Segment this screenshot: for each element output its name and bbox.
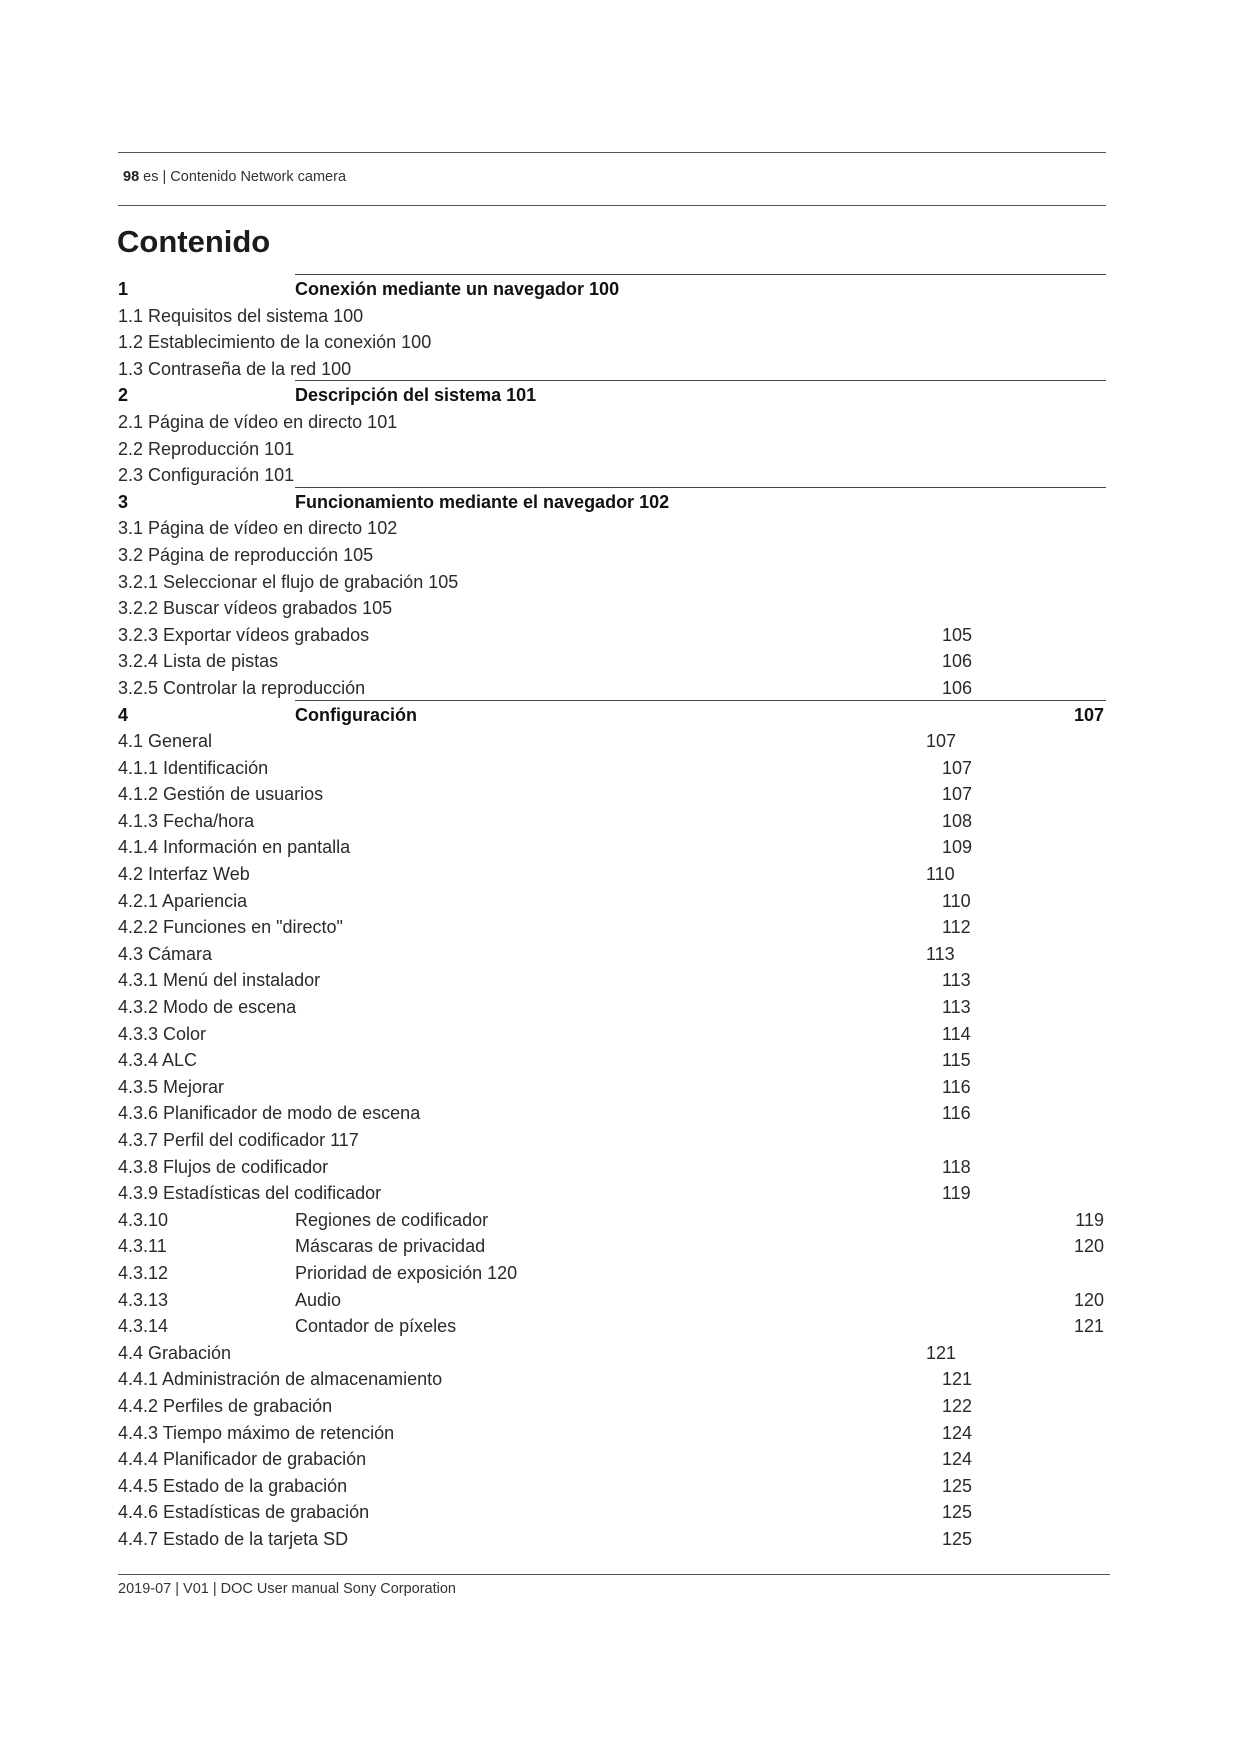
toc-entry-text: 4.4.7 Estado de la tarjeta SD	[118, 1528, 349, 1549]
toc-entry-text: 3.2.4 Lista de pistas	[118, 651, 279, 672]
toc-page-number: 125	[942, 1502, 973, 1523]
chapter-number: 3	[118, 491, 129, 512]
table-of-contents	[118, 276, 1106, 1553]
toc-entry-text: 4.2.1 Apariencia	[118, 890, 248, 911]
toc-chapter-1[interactable]	[118, 276, 1106, 303]
toc-entry-text: 4.3.6 Planificador de modo de escena	[118, 1103, 421, 1124]
toc-entry-3-2-2[interactable]	[118, 595, 1106, 622]
toc-page-number: 106	[942, 651, 973, 672]
toc-entry-number: 4.3.11	[118, 1236, 167, 1257]
chapter-number: 4	[118, 704, 129, 725]
chapter-title: Conexión mediante un navegador 100	[295, 279, 620, 299]
toc-page-number: 119	[942, 1183, 971, 1204]
toc-entry-2-3[interactable]	[118, 462, 1106, 489]
toc-entry-title: Audio	[295, 1289, 342, 1310]
toc-page-number: 106	[942, 677, 973, 698]
chapter-number: 2	[118, 385, 129, 406]
running-header	[123, 169, 346, 185]
toc-entry-text: 3.1 Página de vídeo en directo 102	[118, 518, 398, 539]
toc-entry-3-2-1[interactable]	[118, 569, 1106, 596]
toc-page-number: 105	[942, 624, 973, 645]
toc-page-number: 122	[942, 1395, 973, 1416]
chapter-title: Descripción del sistema 101	[295, 385, 537, 406]
toc-entry-title: Regiones de codificador	[295, 1209, 489, 1230]
toc-entry-text: 4.1.2 Gestión de usuarios	[118, 784, 324, 805]
toc-entry-text: 2.1 Página de vídeo en directo 101	[118, 411, 398, 432]
toc-entry-text: 4.3.9 Estadísticas del codificador	[118, 1183, 382, 1204]
toc-entry-4-4-5[interactable]	[118, 1473, 1106, 1500]
toc-entry-text: 4.3 Cámara	[118, 943, 213, 964]
toc-entry-number: 4.3.14	[118, 1316, 169, 1337]
toc-page-number: 107	[926, 731, 957, 752]
toc-entry-number: 4.3.12	[118, 1262, 169, 1283]
toc-entry-4-4-3[interactable]	[118, 1420, 1106, 1447]
toc-entry-text: 4.1 General	[118, 731, 213, 752]
toc-entry-4-1-2[interactable]	[118, 781, 1106, 808]
toc-entry-4-1[interactable]	[118, 728, 1106, 755]
toc-entry-text: 3.2.1 Seleccionar el flujo de grabación 105	[118, 571, 459, 592]
header-text: es | Contenido Network camera	[143, 169, 347, 185]
toc-entry-text: 2.2 Reproducción 101	[118, 438, 295, 459]
toc-entry-3-2[interactable]	[118, 542, 1106, 569]
toc-entry-text: 4.3.2 Modo de escena	[118, 997, 297, 1018]
toc-entry-4-4-2[interactable]	[118, 1393, 1106, 1420]
toc-page-number: 118	[942, 1156, 971, 1177]
toc-entry-number: 4.3.13	[118, 1289, 169, 1310]
chapter-number: 1	[118, 279, 129, 299]
toc-entry-4-3-14[interactable]	[118, 1313, 1106, 1340]
toc-entry-4-3-8[interactable]	[118, 1154, 1106, 1181]
toc-entry-text: 3.2 Página de reproducción 105	[118, 544, 374, 565]
toc-entry-4-4-1[interactable]	[118, 1366, 1106, 1393]
toc-entry-1-3[interactable]	[118, 356, 1106, 383]
toc-page-number: 114	[942, 1023, 971, 1044]
toc-entry-3-1[interactable]	[118, 515, 1106, 542]
toc-entry-1-1[interactable]	[118, 303, 1106, 330]
toc-entry-text: 4.4.2 Perfiles de grabación	[118, 1395, 333, 1416]
toc-chapter-3[interactable]	[118, 489, 1106, 516]
toc-entry-4-2-1[interactable]	[118, 888, 1106, 915]
toc-entry-2-1[interactable]	[118, 409, 1106, 436]
toc-page-number: 125	[942, 1475, 973, 1496]
header-top-rule	[118, 152, 1106, 153]
toc-entry-3-2-4[interactable]	[118, 648, 1106, 675]
toc-entry-text: 4.4 Grabación	[118, 1342, 232, 1363]
toc-page-number: 120	[1073, 1236, 1104, 1257]
chapter-page-number: 107	[1073, 704, 1104, 725]
toc-chapter-4[interactable]	[118, 702, 1106, 729]
toc-entry-text: 4.4.3 Tiempo máximo de retención	[118, 1422, 395, 1443]
toc-page-number: 110	[942, 890, 971, 911]
toc-chapter-2[interactable]	[118, 382, 1106, 409]
toc-entry-4-3-13[interactable]	[118, 1287, 1106, 1314]
toc-entry-4-3-1[interactable]	[118, 967, 1106, 994]
toc-entry-text: 4.4.1 Administración de almacenamiento	[118, 1369, 443, 1390]
toc-entry-4-4[interactable]	[118, 1340, 1106, 1367]
toc-page-number: 113	[942, 970, 971, 991]
toc-entry-text: 4.1.4 Información en pantalla	[118, 837, 351, 858]
toc-page-number: 119	[1075, 1209, 1104, 1230]
toc-entry-1-2[interactable]	[118, 329, 1106, 356]
toc-page-number: 121	[926, 1342, 957, 1363]
toc-entry-text: 1.3 Contraseña de la red 100	[118, 358, 352, 379]
toc-entry-text: 4.2.2 Funciones en "directo"	[118, 917, 343, 938]
toc-entry-text: 4.3.5 Mejorar	[118, 1076, 225, 1097]
toc-entry-text: 4.3.3 Color	[118, 1023, 207, 1044]
toc-entry-3-2-3[interactable]	[118, 622, 1106, 649]
toc-page-number: 110	[926, 864, 955, 885]
toc-entry-title: Máscaras de privacidad	[295, 1236, 486, 1257]
toc-entry-4-2[interactable]	[118, 861, 1106, 888]
chapter-title: Funcionamiento mediante el navegador 102	[295, 491, 670, 512]
chapter-title: Configuración	[295, 704, 417, 725]
toc-page-number: 107	[942, 757, 973, 778]
toc-entry-4-1-4[interactable]	[118, 834, 1106, 861]
toc-page-number: 113	[926, 943, 955, 964]
toc-page-number: 121	[942, 1369, 973, 1390]
toc-entry-text: 1.1 Requisitos del sistema 100	[118, 305, 364, 326]
toc-page-number: 120	[1073, 1289, 1104, 1310]
toc-entry-4-3-4[interactable]	[118, 1047, 1106, 1074]
page-number: 98	[123, 169, 140, 185]
toc-entry-4-4-4[interactable]	[118, 1446, 1106, 1473]
toc-entry-3-2-5[interactable]	[118, 675, 1106, 702]
toc-entry-4-3-5[interactable]	[118, 1074, 1106, 1101]
toc-page-number: 112	[942, 917, 971, 938]
toc-entry-4-3-9[interactable]	[118, 1180, 1106, 1207]
toc-page-number: 124	[942, 1449, 973, 1470]
toc-page-number: 107	[942, 784, 973, 805]
toc-entry-text: 4.3.7 Perfil del codificador 117	[118, 1130, 359, 1150]
toc-entry-title: Prioridad de exposición 120	[295, 1262, 518, 1283]
toc-entry-text: 1.2 Establecimiento de la conexión 100	[118, 332, 432, 353]
toc-entry-text: 4.1.1 Identificación	[118, 757, 269, 778]
toc-page-number: 109	[942, 837, 973, 858]
toc-page-number: 113	[942, 997, 971, 1018]
toc-entry-text: 4.4.6 Estadísticas de grabación	[118, 1502, 370, 1523]
toc-entry-text: 2.3 Configuración 101	[118, 465, 295, 486]
toc-entry-4-3[interactable]	[118, 941, 1106, 968]
toc-page-number: 116	[942, 1103, 971, 1124]
toc-entry-title: Contador de píxeles	[295, 1316, 457, 1337]
toc-entry-4-3-3[interactable]	[118, 1021, 1106, 1048]
toc-entry-text: 3.2.3 Exportar vídeos grabados	[118, 624, 370, 645]
toc-page-number: 116	[942, 1076, 971, 1097]
toc-entry-text: 3.2.2 Buscar vídeos grabados 105	[118, 598, 393, 619]
toc-entry-text: 4.2 Interfaz Web	[118, 864, 250, 885]
toc-entry-text: 4.3.8 Flujos de codificador	[118, 1156, 329, 1177]
toc-entry-4-3-10[interactable]	[118, 1207, 1106, 1234]
toc-entry-text: 4.3.1 Menú del instalador	[118, 970, 321, 991]
toc-page-number: 115	[942, 1050, 971, 1071]
toc-entry-4-4-7[interactable]	[118, 1526, 1106, 1553]
toc-entry-text: 4.4.4 Planificador de grabación	[118, 1449, 367, 1470]
toc-entry-4-2-2[interactable]	[118, 914, 1106, 941]
toc-page-number: 121	[1073, 1316, 1104, 1337]
toc-page-number: 124	[942, 1422, 973, 1443]
footer-rule	[118, 1574, 1110, 1575]
toc-entry-4-3-7[interactable]	[118, 1127, 1106, 1154]
toc-entry-text: 3.2.5 Controlar la reproducción	[118, 677, 366, 698]
toc-entry-4-4-6[interactable]	[118, 1499, 1106, 1526]
toc-entry-4-3-2[interactable]	[118, 994, 1106, 1021]
toc-entry-4-3-6[interactable]	[118, 1100, 1106, 1127]
toc-page-number: 108	[942, 810, 973, 831]
toc-page-number: 125	[942, 1528, 973, 1549]
toc-entry-text: 4.1.3 Fecha/hora	[118, 810, 255, 831]
toc-entry-number: 4.3.10	[118, 1209, 169, 1230]
toc-entry-2-2[interactable]	[118, 436, 1106, 463]
toc-entry-4-1-1[interactable]	[118, 755, 1106, 782]
toc-entry-text: 4.3.4 ALC	[118, 1050, 198, 1071]
header-bottom-rule	[118, 205, 1106, 206]
toc-entry-4-1-3[interactable]	[118, 808, 1106, 835]
page-title: Contenido	[117, 224, 271, 259]
footer-text: 2019-07 | V01 | DOC User manual Sony Corporation	[118, 1581, 456, 1597]
toc-entry-4-3-11[interactable]	[118, 1233, 1106, 1260]
toc-entry-4-3-12[interactable]	[118, 1260, 1106, 1287]
toc-entry-text: 4.4.5 Estado de la grabación	[118, 1475, 348, 1496]
